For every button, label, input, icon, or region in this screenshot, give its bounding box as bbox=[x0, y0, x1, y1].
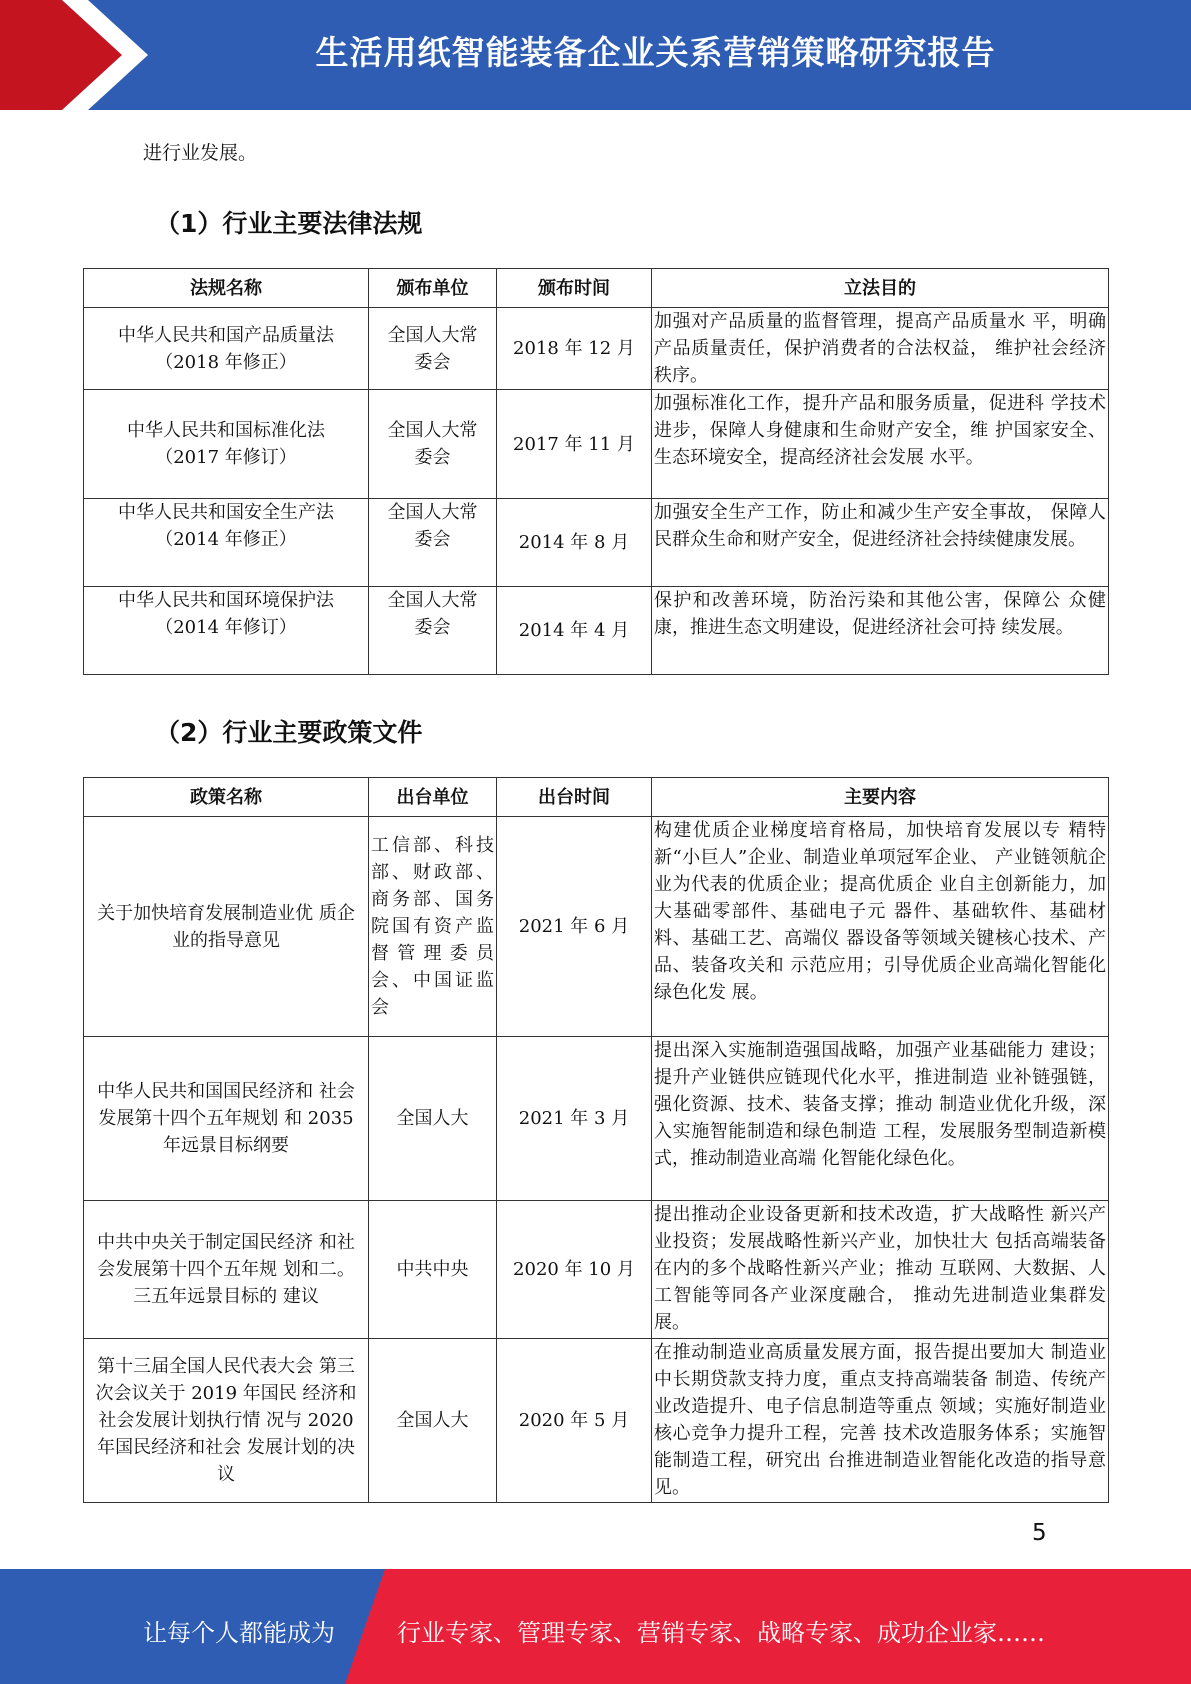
policy-unit: 全国人大 bbox=[369, 1037, 497, 1201]
law-date: 2017 年 11 月 bbox=[497, 390, 652, 499]
footer-slogan-right: 行业专家、管理专家、营销专家、战略专家、成功企业家…… bbox=[397, 1619, 1045, 1647]
lead-text: 进行业发展。 bbox=[143, 142, 258, 164]
section-title-policies: （2）行业主要政策文件 bbox=[155, 718, 423, 747]
policy-name: 中共中央关于制定国民经济 和社会发展第十四个五年规 划和二。三五年远景目标的 建议 bbox=[84, 1201, 369, 1339]
policies-table bbox=[83, 777, 1109, 1503]
policy-unit: 工信部、科技部、财政部、商务部、国务院国有资产监督管理委员会、中国证监会 bbox=[369, 817, 497, 1037]
policy-date: 2021 年 6 月 bbox=[497, 817, 652, 1037]
column-header: 颁布单位 bbox=[369, 269, 497, 308]
table-row bbox=[84, 1339, 1109, 1503]
policy-content: 在推动制造业高质量发展方面，报告提出要加大 制造业中长期贷款支持力度，重点支持高端装备 制造、传统产业改造提升、电子信息制造等重点 领域；实施好制造业核心竞争力提升工程，完善 技术改造服务体系；实施智能制造工程，研究出 台推进制造业智能化改造的指导意见。 bbox=[652, 1339, 1109, 1503]
law-purpose: 加强标准化工作，提升产品和服务质量，促进科 学技术进步，保障人身健康和生命财产安全，维 护国家安全、生态环境安全，提高经济社会发展 水平。 bbox=[652, 390, 1109, 499]
policy-date: 2020 年 5 月 bbox=[497, 1339, 652, 1503]
law-unit: 全国人大常委会 bbox=[369, 308, 497, 390]
table-row bbox=[84, 587, 1109, 675]
law-date: 2014 年 4 月 bbox=[497, 587, 652, 675]
column-header: 立法目的 bbox=[652, 269, 1109, 308]
section-title-laws: （1）行业主要法律法规 bbox=[155, 209, 423, 238]
page-header bbox=[0, 0, 1191, 110]
law-unit: 全国人大常委会 bbox=[369, 587, 497, 675]
table-row bbox=[84, 308, 1109, 390]
policy-unit: 全国人大 bbox=[369, 1339, 497, 1503]
table-header-row bbox=[84, 778, 1109, 817]
column-header: 政策名称 bbox=[84, 778, 369, 817]
law-date: 2014 年 8 月 bbox=[497, 499, 652, 587]
table-row bbox=[84, 1037, 1109, 1201]
law-purpose: 加强安全生产工作，防止和减少生产安全事故， 保障人民群众生命和财产安全，促进经济社会持续健康发展。 bbox=[652, 499, 1109, 587]
law-date: 2018 年 12 月 bbox=[497, 308, 652, 390]
policy-date: 2021 年 3 月 bbox=[497, 1037, 652, 1201]
column-header: 法规名称 bbox=[84, 269, 369, 308]
table-header-row bbox=[84, 269, 1109, 308]
column-header: 出台单位 bbox=[369, 778, 497, 817]
column-header: 主要内容 bbox=[652, 778, 1109, 817]
law-unit: 全国人大常委会 bbox=[369, 390, 497, 499]
table-row bbox=[84, 390, 1109, 499]
table-row bbox=[84, 817, 1109, 1037]
law-name: 中华人民共和国产品质量法（2018 年修正） bbox=[84, 308, 369, 390]
law-purpose: 加强对产品质量的监督管理，提高产品质量水 平，明确产品质量责任，保护消费者的合法权益， 维护社会经济秩序。 bbox=[652, 308, 1109, 390]
table-row bbox=[84, 499, 1109, 587]
policy-name: 中华人民共和国国民经济和 社会发展第十四个五年规划 和 2035 年远景目标纲要 bbox=[84, 1037, 369, 1201]
law-name: 中华人民共和国环境保护法（2014 年修订） bbox=[84, 587, 369, 675]
law-purpose: 保护和改善环境，防治污染和其他公害，保障公 众健康，推进生态文明建设，促进经济社会可持 续发展。 bbox=[652, 587, 1109, 675]
law-name: 中华人民共和国安全生产法（2014 年修正） bbox=[84, 499, 369, 587]
law-unit: 全国人大常委会 bbox=[369, 499, 497, 587]
policy-name: 第十三届全国人民代表大会 第三次会议关于 2019 年国民 经济和社会发展计划执行情 况与 2020 年国民经济和社会 发展计划的决议 bbox=[84, 1339, 369, 1503]
table-row bbox=[84, 1201, 1109, 1339]
policy-date: 2020 年 10 月 bbox=[497, 1201, 652, 1339]
report-title: 生活用纸智能装备企业关系营销策略研究报告 bbox=[315, 33, 996, 72]
laws-table bbox=[83, 268, 1109, 675]
policy-content: 构建优质企业梯度培育格局，加快培育发展以专 精特新“小巨人”企业、制造业单项冠军企业、 产业链领航企业为代表的优质企业；提高优质企 业自主创新能力，加大基础零部件、基础电子元 器件、基础软件、基础材料、基础工艺、高端仪 器设备等领域关键核心技术、产品、装备攻关和 示范应用；引导优质企业高端化智能化绿色化发 展。 bbox=[652, 817, 1109, 1037]
page-number: 5 bbox=[1032, 1520, 1047, 1546]
law-name: 中华人民共和国标准化法（2017 年修订） bbox=[84, 390, 369, 499]
footer-slogan-left: 让每个人都能成为 bbox=[143, 1619, 335, 1647]
column-header: 颁布时间 bbox=[497, 269, 652, 308]
policy-content: 提出深入实施制造强国战略，加强产业基础能力 建设；提升产业链供应链现代化水平，推进制造 业补链强链，强化资源、技术、装备支撑；推动 制造业优化升级，深入实施智能制造和绿色制造 工程，发展服务型制造新模式，推动制造业高端 化智能化绿色化。 bbox=[652, 1037, 1109, 1201]
policy-content: 提出推动企业设备更新和技术改造，扩大战略性 新兴产业投资；发展战略性新兴产业，加快壮大 包括高端装备在内的多个战略性新兴产业；推动 互联网、大数据、人工智能等同各产业深度融合， 推动先进制造业集群发展。 bbox=[652, 1201, 1109, 1339]
column-header: 出台时间 bbox=[497, 778, 652, 817]
page-footer bbox=[0, 1569, 1191, 1684]
policy-unit: 中共中央 bbox=[369, 1201, 497, 1339]
policy-name: 关于加快培育发展制造业优 质企业的指导意见 bbox=[84, 817, 369, 1037]
